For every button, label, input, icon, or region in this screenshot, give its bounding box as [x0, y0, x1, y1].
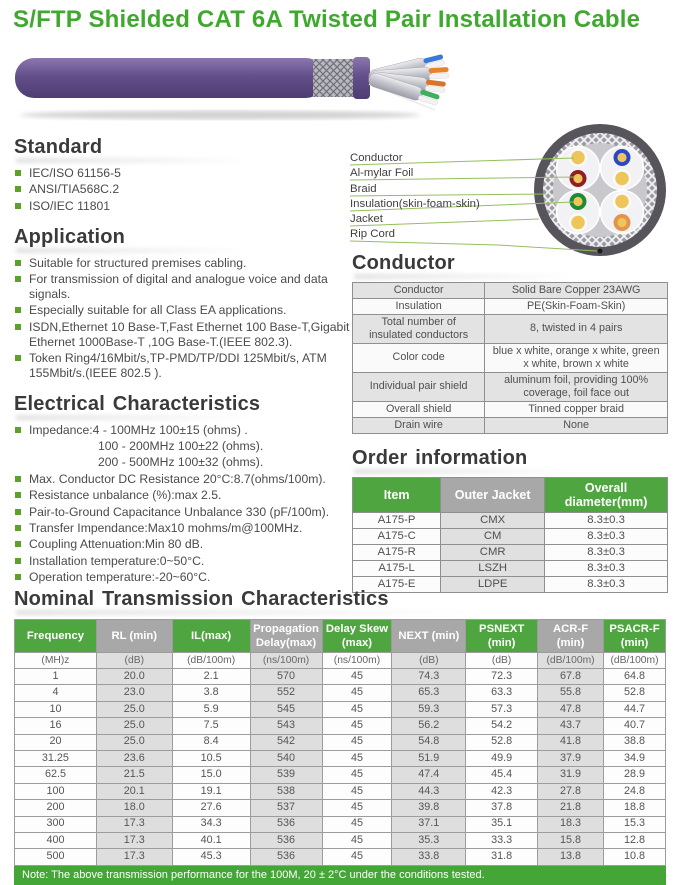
bullet-square-icon — [15, 260, 21, 266]
cable-cross-section-diagram — [348, 112, 680, 264]
conductor-value: Solid Bare Copper 23AWG — [485, 283, 668, 299]
unit-cell: (dB/100m) — [538, 653, 604, 669]
unit-cell: (ns/100m) — [250, 653, 322, 669]
data-cell: 23.0 — [96, 685, 172, 701]
list-item — [14, 570, 350, 585]
data-cell: 45 — [322, 833, 392, 849]
conductor-heading: Conductor — [352, 252, 668, 275]
list-item — [14, 537, 350, 552]
transmission-row — [15, 849, 666, 865]
list-item — [14, 423, 350, 438]
data-cell: 31.25 — [15, 751, 97, 767]
data-cell: 45 — [322, 816, 392, 832]
list-item — [14, 320, 350, 350]
data-cell: 17.3 — [96, 833, 172, 849]
conductor-value: PE(Skin-Foam-Skin) — [485, 298, 668, 314]
data-cell: 25.0 — [96, 734, 172, 750]
data-cell: 65.3 — [392, 685, 466, 701]
transmission-row — [15, 816, 666, 832]
data-cell: 200 — [15, 800, 97, 816]
data-cell: 47.4 — [392, 767, 466, 783]
data-cell: 45 — [322, 685, 392, 701]
unit-cell: (dB) — [392, 653, 466, 669]
data-cell: 27.6 — [172, 800, 250, 816]
transmission-column-header: NEXT (min) — [392, 620, 466, 653]
data-cell: 45 — [322, 751, 392, 767]
data-cell: 570 — [250, 668, 322, 684]
data-cell: 5.9 — [172, 701, 250, 717]
data-cell: 45 — [322, 767, 392, 783]
standard-heading: Standard — [14, 136, 350, 159]
data-cell: 15.0 — [172, 767, 250, 783]
list-item-text: Coupling Attenuation:Min 80 dB. — [29, 537, 204, 552]
order-cell: CMR — [441, 544, 545, 560]
list-item-text: ISDN,Ethernet 10 Base-T,Fast Ethernet 100 Base-T,Gigabit Ethernet 1000Base-T ,10G Base-T.(IEEE 802.3). — [29, 319, 350, 349]
transmission-row — [15, 767, 666, 783]
list-item-text: IEC/ISO 61156-5 — [29, 166, 121, 180]
data-cell: 45 — [322, 668, 392, 684]
data-cell: 45 — [322, 849, 392, 865]
conductor-label: Individual pair shield — [353, 372, 485, 401]
transmission-row — [15, 833, 666, 849]
list-item — [14, 488, 350, 503]
data-cell: 28.9 — [604, 767, 666, 783]
label-al-mylar-foil: Al-mylar Foil — [350, 167, 414, 179]
order-cell: A175-R — [353, 544, 441, 560]
bullet-square-icon — [15, 427, 21, 433]
data-cell: 536 — [250, 849, 322, 865]
electrical-list — [14, 423, 350, 585]
list-item-text: 200 - 500MHz 100±32 (ohms). — [98, 455, 264, 470]
data-cell: 20.0 — [96, 668, 172, 684]
list-item-text: Impedance:4 - 100MHz 100±15 (ohms) . — [29, 422, 248, 437]
data-cell: 10.8 — [604, 849, 666, 865]
right-column — [352, 252, 668, 593]
data-cell: 4 — [15, 685, 97, 701]
label-conductor: Conductor — [350, 152, 403, 164]
application-list — [14, 256, 350, 381]
data-cell: 540 — [250, 751, 322, 767]
data-cell: 49.9 — [466, 751, 538, 767]
bullet-square-icon — [15, 307, 21, 313]
data-cell: 545 — [250, 701, 322, 717]
data-cell: 62.5 — [15, 767, 97, 783]
list-item-text: Max. Conductor DC Resistance 20°C:8.7(ohms/100m). — [29, 471, 326, 486]
data-cell: 35.3 — [392, 833, 466, 849]
data-cell: 20 — [15, 734, 97, 750]
data-cell: 400 — [15, 833, 97, 849]
list-item — [14, 166, 350, 181]
order-row — [353, 560, 668, 576]
order-row — [353, 528, 668, 544]
data-cell: 18.0 — [96, 800, 172, 816]
data-cell: 537 — [250, 800, 322, 816]
list-item — [14, 199, 350, 214]
list-item-text: Especially suitable for all Class EA applications. — [29, 303, 287, 318]
data-cell: 33.8 — [392, 849, 466, 865]
list-item — [14, 439, 350, 454]
data-cell: 23.6 — [96, 751, 172, 767]
data-cell: 300 — [15, 816, 97, 832]
bullet-square-icon — [15, 509, 21, 515]
data-cell: 45.3 — [172, 849, 250, 865]
list-item-text: ANSI/TIA568C.2 — [29, 182, 120, 197]
data-cell: 57.3 — [466, 701, 538, 717]
bullet-square-icon — [15, 170, 21, 176]
data-cell: 552 — [250, 685, 322, 701]
order-header-row — [353, 477, 668, 512]
data-cell: 2.1 — [172, 668, 250, 684]
data-cell: 15.3 — [604, 816, 666, 832]
data-cell: 17.3 — [96, 816, 172, 832]
data-cell: 13.8 — [538, 849, 604, 865]
data-cell: 34.9 — [604, 751, 666, 767]
data-cell: 43.7 — [538, 718, 604, 734]
data-cell: 47.8 — [538, 701, 604, 717]
conductor-row — [353, 417, 668, 433]
list-item-text: ISO/IEC 11801 — [29, 198, 111, 213]
conductor-value: 8, twisted in 4 pairs — [485, 314, 668, 343]
data-cell: 12.8 — [604, 833, 666, 849]
data-cell: 21.5 — [96, 767, 172, 783]
bullet-square-icon — [15, 203, 21, 209]
list-item-text: Token Ring4/16Mbit/s,TP-PMD/TP/DDI 125Mbit/s, ATM 155Mbit/s.(IEEE 802.5 ). — [29, 350, 327, 380]
conductor-row — [353, 314, 668, 343]
data-cell: 15.8 — [538, 833, 604, 849]
list-item — [14, 554, 350, 569]
order-cell: LDPE — [441, 576, 545, 592]
electrical-heading: Electrical Characteristics — [14, 393, 350, 416]
order-col-item: Item — [353, 477, 441, 512]
bullet-square-icon — [15, 558, 21, 564]
transmission-column-header: Propagation Delay(max) — [250, 620, 322, 653]
transmission-column-header: PSNEXT (min) — [466, 620, 538, 653]
data-cell: 52.8 — [466, 734, 538, 750]
bullet-square-icon — [15, 541, 21, 547]
order-col-diameter: Overall diameter(mm) — [545, 477, 668, 512]
list-item — [14, 521, 350, 536]
data-cell: 74.3 — [392, 668, 466, 684]
data-cell: 35.1 — [466, 816, 538, 832]
data-cell: 54.8 — [392, 734, 466, 750]
unit-cell: (dB/100m) — [604, 653, 666, 669]
data-cell: 44.3 — [392, 783, 466, 799]
left-column — [14, 136, 350, 597]
order-cell: A175-L — [353, 560, 441, 576]
transmission-header-row — [15, 620, 666, 653]
conductor-row — [353, 401, 668, 417]
data-cell: 55.8 — [538, 685, 604, 701]
order-table — [352, 477, 668, 593]
list-item — [14, 505, 350, 520]
section-electrical — [14, 393, 350, 585]
data-cell: 38.8 — [604, 734, 666, 750]
bullet-square-icon — [15, 186, 21, 192]
data-cell: 17.3 — [96, 849, 172, 865]
bullet-square-icon — [15, 492, 21, 498]
data-cell: 16 — [15, 718, 97, 734]
unit-cell: (dB/100m) — [172, 653, 250, 669]
data-cell: 19.1 — [172, 783, 250, 799]
transmission-column-header: ACR-F (min) — [538, 620, 604, 653]
list-item — [14, 472, 350, 487]
data-cell: 25.0 — [96, 718, 172, 734]
data-cell: 539 — [250, 767, 322, 783]
order-cell: A175-P — [353, 512, 441, 528]
data-cell: 45 — [322, 701, 392, 717]
conductor-row — [353, 298, 668, 314]
data-cell: 37.1 — [392, 816, 466, 832]
standard-list — [14, 166, 350, 214]
section-application — [14, 226, 350, 381]
list-item-text: Operation temperature:-20~60°C. — [29, 570, 211, 584]
label-braid: Braid — [350, 183, 377, 195]
bullet-square-icon — [15, 476, 21, 482]
unit-cell: (MH)z — [15, 653, 97, 669]
data-cell: 20.1 — [96, 783, 172, 799]
conductor-value: None — [485, 417, 668, 433]
unit-cell: (dB) — [466, 653, 538, 669]
data-cell: 25.0 — [96, 701, 172, 717]
data-cell: 40.1 — [172, 833, 250, 849]
order-cell: 8.3±0.3 — [545, 576, 668, 592]
note-bar: Note: The above transmission performance for the 100M, 20 ± 2°C under the conditions tested. — [14, 866, 666, 885]
bullet-square-icon — [15, 324, 21, 330]
label-insulation: Insulation(skin-foam-skin) — [350, 198, 480, 210]
data-cell: 54.2 — [466, 718, 538, 734]
transmission-heading: Nominal Transmission Characteristics — [14, 588, 666, 611]
data-cell: 538 — [250, 783, 322, 799]
transmission-row — [15, 783, 666, 799]
transmission-row — [15, 701, 666, 717]
order-cell: A175-C — [353, 528, 441, 544]
list-item-text: 100 - 200MHz 100±22 (ohms). — [98, 439, 264, 453]
data-cell: 542 — [250, 734, 322, 750]
data-cell: 33.3 — [466, 833, 538, 849]
transmission-row — [15, 800, 666, 816]
transmission-column-header: Delay Skew (max) — [322, 620, 392, 653]
order-cell: 8.3±0.3 — [545, 528, 668, 544]
data-cell: 72.3 — [466, 668, 538, 684]
bullet-square-icon — [15, 574, 21, 580]
order-cell: 8.3±0.3 — [545, 512, 668, 528]
order-cell: 8.3±0.3 — [545, 560, 668, 576]
bullet-square-icon — [15, 355, 21, 361]
conductor-label: Insulation — [353, 298, 485, 314]
transmission-row — [15, 685, 666, 701]
list-item-text: Suitable for structured premises cabling. — [29, 255, 247, 270]
list-item — [14, 272, 350, 302]
transmission-column-header: RL (min) — [96, 620, 172, 653]
list-item-text: Transfer Impendance:Max10 mohms/m@100MHz. — [29, 520, 303, 535]
conductor-value: aluminum foil, providing 100% coverage, foil face out — [485, 372, 668, 401]
transmission-column-header: Frequency — [15, 620, 97, 653]
transmission-section — [14, 588, 666, 885]
data-cell: 45 — [322, 718, 392, 734]
transmission-row — [15, 718, 666, 734]
conductor-value: Tinned copper braid — [485, 401, 668, 417]
conductor-row — [353, 343, 668, 372]
label-rip-cord: Rip Cord — [350, 228, 395, 240]
order-row — [353, 544, 668, 560]
data-cell: 31.8 — [466, 849, 538, 865]
conductor-label: Drain wire — [353, 417, 485, 433]
data-cell: 59.3 — [392, 701, 466, 717]
data-cell: 34.3 — [172, 816, 250, 832]
order-cell: LSZH — [441, 560, 545, 576]
conductor-label: Conductor — [353, 283, 485, 299]
data-cell: 7.5 — [172, 718, 250, 734]
transmission-column-header: PSACR-F (min) — [604, 620, 666, 653]
list-item-text: Installation temperature:0~50°C. — [29, 553, 205, 568]
data-cell: 18.3 — [538, 816, 604, 832]
unit-cell: (ns/100m) — [322, 653, 392, 669]
data-cell: 31.9 — [538, 767, 604, 783]
order-cell: CMX — [441, 512, 545, 528]
data-cell: 42.3 — [466, 783, 538, 799]
section-standard — [14, 136, 350, 214]
data-cell: 37.8 — [466, 800, 538, 816]
data-cell: 51.9 — [392, 751, 466, 767]
conductor-row — [353, 283, 668, 299]
order-col-outer-jacket: Outer Jacket — [441, 477, 545, 512]
data-cell: 45 — [322, 783, 392, 799]
data-cell: 10 — [15, 701, 97, 717]
list-item — [14, 351, 350, 381]
data-cell: 41.8 — [538, 734, 604, 750]
list-item — [14, 256, 350, 271]
transmission-row — [15, 668, 666, 684]
data-cell: 64.8 — [604, 668, 666, 684]
list-item — [14, 182, 350, 197]
transmission-column-header: IL(max) — [172, 620, 250, 653]
list-item-text: For transmission of digital and analogue voice and data signals. — [29, 272, 328, 301]
conductor-table — [352, 282, 668, 434]
transmission-row — [15, 751, 666, 767]
conductor-label: Total number of insulated conductors — [353, 314, 485, 343]
conductor-label: Overall shield — [353, 401, 485, 417]
data-cell: 21.8 — [538, 800, 604, 816]
bullet-square-icon — [15, 525, 21, 531]
data-cell: 1 — [15, 668, 97, 684]
data-cell: 100 — [15, 783, 97, 799]
order-cell: 8.3±0.3 — [545, 544, 668, 560]
data-cell: 24.8 — [604, 783, 666, 799]
data-cell: 44.7 — [604, 701, 666, 717]
order-row — [353, 512, 668, 528]
list-item-text: Pair-to-Ground Capacitance Unbalance 330 (pF/100m). — [29, 504, 330, 519]
data-cell: 45 — [322, 734, 392, 750]
list-item — [14, 303, 350, 318]
data-cell: 500 — [15, 849, 97, 865]
conductor-value: blue x white, orange x white, green x white, brown x white — [485, 343, 668, 372]
data-cell: 63.3 — [466, 685, 538, 701]
unit-cell: (dB) — [96, 653, 172, 669]
data-cell: 10.5 — [172, 751, 250, 767]
list-item — [14, 455, 350, 470]
data-cell: 18.8 — [604, 800, 666, 816]
data-cell: 67.8 — [538, 668, 604, 684]
bullet-square-icon — [15, 276, 21, 282]
conductor-row — [353, 372, 668, 401]
data-cell: 27.8 — [538, 783, 604, 799]
order-cell: A175-E — [353, 576, 441, 592]
data-cell: 536 — [250, 833, 322, 849]
conductor-label: Color code — [353, 343, 485, 372]
label-jacket: Jacket — [350, 213, 383, 225]
data-cell: 40.7 — [604, 718, 666, 734]
data-cell: 37.9 — [538, 751, 604, 767]
data-cell: 536 — [250, 816, 322, 832]
data-cell: 8.4 — [172, 734, 250, 750]
data-cell: 45 — [322, 800, 392, 816]
data-cell: 543 — [250, 718, 322, 734]
order-cell: CM — [441, 528, 545, 544]
order-heading: Order information — [352, 447, 668, 470]
transmission-units-row — [15, 653, 666, 669]
data-cell: 45.4 — [466, 767, 538, 783]
list-item-text: Resistance unbalance (%):max 2.5. — [29, 488, 222, 503]
data-cell: 3.8 — [172, 685, 250, 701]
page-title: S/FTP Shielded CAT 6A Twisted Pair Installation Cable — [13, 6, 641, 33]
data-cell: 56.2 — [392, 718, 466, 734]
transmission-table — [14, 619, 666, 866]
data-cell: 52.8 — [604, 685, 666, 701]
application-heading: Application — [14, 226, 350, 249]
transmission-row — [15, 734, 666, 750]
data-cell: 39.8 — [392, 800, 466, 816]
